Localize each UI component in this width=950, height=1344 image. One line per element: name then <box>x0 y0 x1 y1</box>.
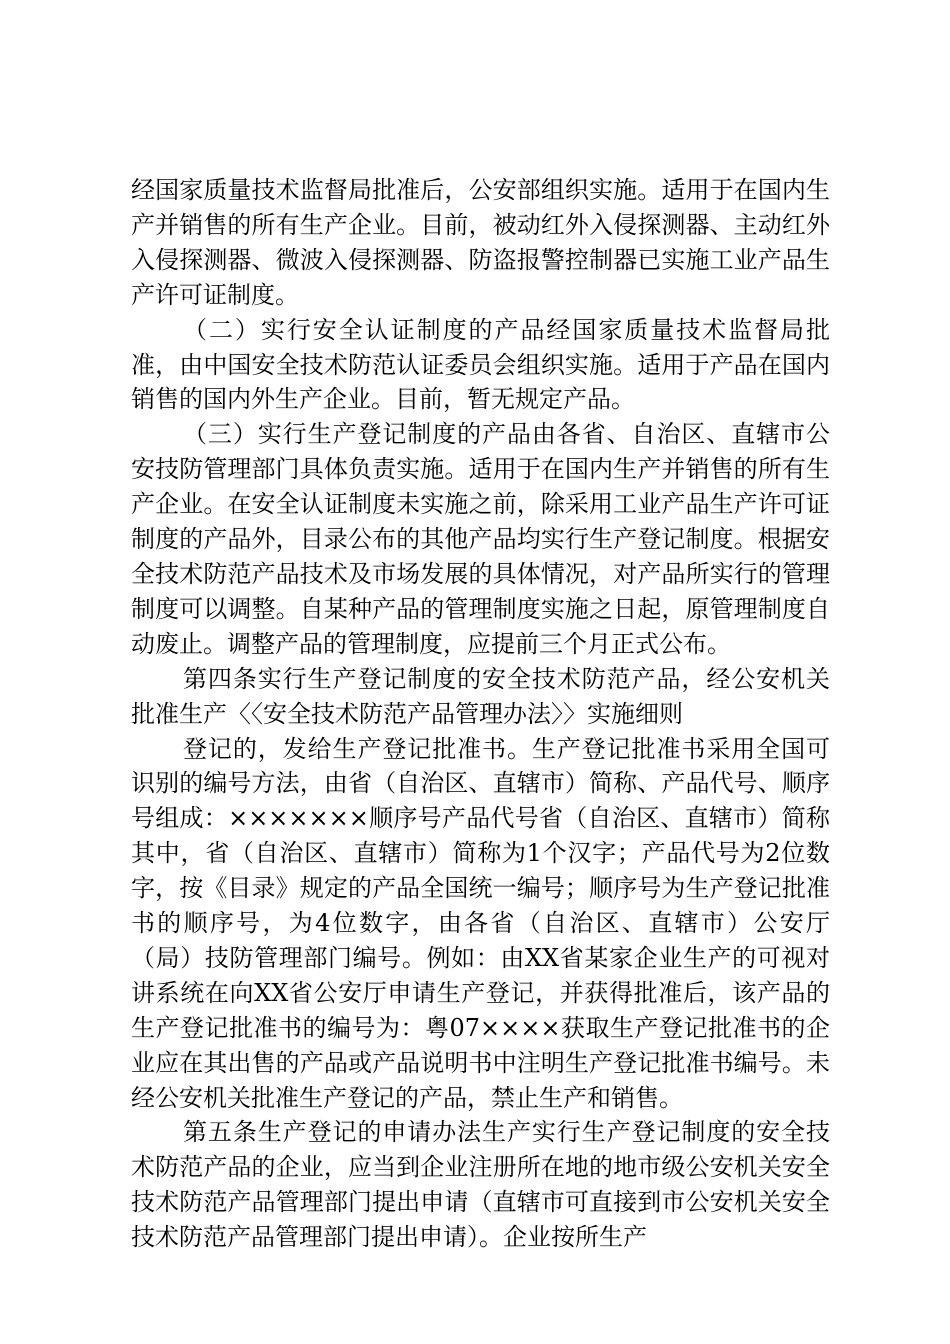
paragraph-6: 第五条生产登记的申请办法生产实行生产登记制度的安全技术防范产品的企业，应当到企业注册所在地的地市级公安机关安全技术防范产品管理部门提出申请（直辖市可直接到市公安机关安全技术防范产品管理部门提出申请）。企业按所生产 <box>131 1118 830 1252</box>
document-body <box>131 173 830 1255</box>
paragraph-4: 第四条实行生产登记制度的安全技术防范产品，经公安机关批准生产〈〈安全技术防范产品管理办法〉〉实施细则 <box>131 664 830 728</box>
paragraph-1: 经国家质量技术监督局批准后，公安部组织实施。适用于在国内生产并销售的所有生产企业。目前，被动红外入侵探测器、主动红外入侵探测器、微波入侵探测器、防盗报警控制器已实施工业产品生产许可证制度。 <box>131 176 830 309</box>
paragraph-3: （三）实行生产登记制度的产品由各省、自治区、直辖市公安技防管理部门具体负责实施。适用于在国内生产并销售的所有生产企业。在安全认证制度未实施之前，除采用工业产品生产许可证制度的产品外，目录公布的其他产品均实行生产登记制度。根据安全技术防范产品技术及市场发展的具体情况，对产品所实行的管理制度可以调整。自某种产品的管理制度实施之日起，原管理制度自动废止。调整产品的管理制度，应提前三个月正式公布。 <box>131 420 830 658</box>
paragraph-5: 登记的，发给生产登记批准书。生产登记批准书采用全国可识别的编号方法，由省（自治区、直辖市）简称、产品代号、顺序号组成：×××××××顺序号产品代号省（自治区、直辖市）简称其中，省（自治区、直辖市）简称为1个汉字；产品代号为2位数字，按《目录》规定的产品全国统一编号；顺序号为生产登记批准书的顺序号，为4位数字，由各省（自治区、直辖市）公安厅（局）技防管理部门编号。例如：由XX省某家企业生产的可视对讲系统在向XX省公安厅申请生产登记，并获得批准后，该产品的生产登记批准书的编号为：粤07××××获取生产登记批准书的企业应在其出售的产品或产品说明书中注明生产登记批准书编号。未经公安机关批准生产登记的产品，禁止生产和销售。 <box>131 734 830 1112</box>
paragraph-2: （二）实行安全认证制度的产品经国家质量技术监督局批准，由中国安全技术防范认证委员会组织实施。适用于产品在国内销售的国内外生产企业。目前，暂无规定产品。 <box>131 315 830 414</box>
